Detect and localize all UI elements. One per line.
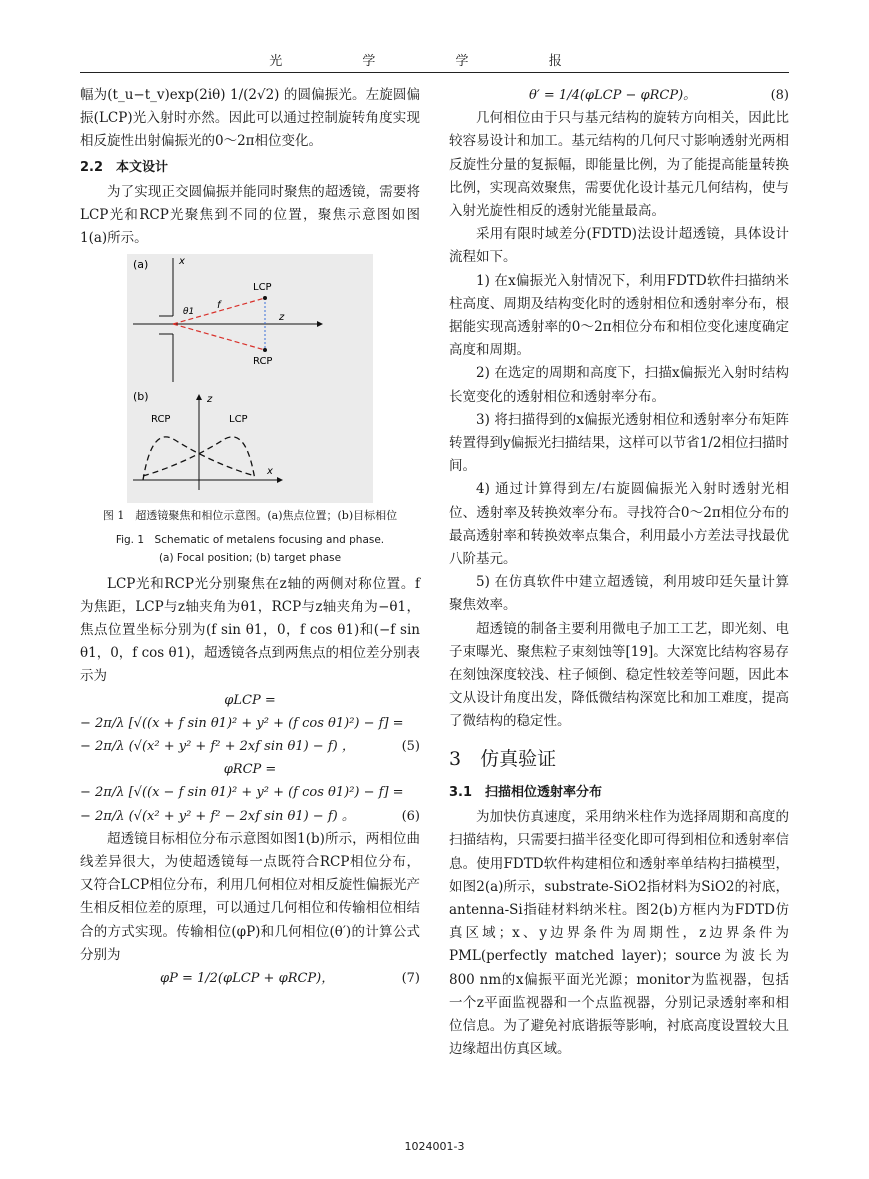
fig-a-lcp-label: LCP [253, 282, 272, 294]
equation-6-line1 [80, 781, 420, 804]
equation-5-line2 [80, 735, 420, 758]
eq8-number: (8) [770, 88, 789, 103]
fig-a-lcp-point [263, 296, 267, 300]
fig-label-a: (a) [133, 258, 149, 272]
fig-a-f-label: f [217, 300, 221, 312]
eq7-number: (7) [401, 971, 420, 987]
eq7-body: φP = 1/2(φLCP + φRCP)， [160, 971, 335, 987]
section-3-heading: 3 仿真验证 [449, 747, 557, 770]
right-column [449, 84, 789, 1061]
eq8-body: θ′ = 1/4(φLCP − φRCP)。 [529, 88, 697, 103]
fig-a-rcp-label: RCP [253, 356, 273, 368]
figure-1-caption-en-1: Fig. 1 Schematic of metalens focusing and phase. [115, 533, 385, 546]
equation-8 [449, 84, 789, 107]
eq5-number: (5) [401, 739, 420, 755]
equation-7 [80, 967, 420, 990]
fig-a-x-label: x [179, 256, 185, 268]
figure-1-caption-en-2: (a) Focal position; (b) target phase [158, 551, 342, 564]
eq6-line2: − 2π/λ (√(x² + y² + f² − 2xf sin θ1) − f) 。 [80, 808, 355, 824]
figure-1-caption-cn: 图 1 超透镜聚焦和相位示意图。(a)焦点位置；(b)目标相位 [102, 508, 398, 522]
left-column [80, 84, 420, 990]
figure-1 [127, 254, 373, 502]
step-5: 5) 在仿真软件中建立超透镜，利用坡印廷矢量计算聚焦效率。 [449, 574, 789, 614]
fig-b-rcp-label: RCP [151, 414, 171, 426]
paragraph-target: 超透镜目标相位分布示意图如图1(b)所示，两相位曲线差异很大，为使超透镜每一点既符合RCP相位分布，又符合LCP相位分布，利用几何相位对相反旋性偏振光产生相反相位差的原理，可以通过几何相位和传输相位相结合的方式实现。传输相位(φP)和几何相位(θ′)的计算公式分别为 [80, 830, 420, 963]
equation-6-lhs [80, 758, 420, 781]
journal-header: 光 学 学 报 [80, 50, 789, 73]
eq6-lhs: φRCP = [223, 762, 277, 778]
fig-a-z-label: z [279, 312, 285, 324]
fig-b-x-arrow [277, 477, 283, 483]
eq6-number: (6) [401, 808, 420, 824]
eq5-line1: − 2π/λ [√((x + f sin θ1)² + y² + (f cos θ1)²) − f] = [80, 715, 404, 731]
eq5-lhs: φLCP = [224, 692, 276, 708]
fig-label-b: (b) [133, 390, 149, 404]
eq6-line1: − 2π/λ [√((x − f sin θ1)² + y² + (f cos θ1)²) − f] = [80, 785, 404, 801]
fig-a-z-arrow [317, 321, 323, 327]
equation-5-lhs [80, 689, 420, 712]
fig-b-z-label: z [207, 394, 213, 406]
fig-b-phase-arrow [196, 394, 202, 400]
eq5-line2: − 2π/λ (√(x² + y² + f² + 2xf sin θ1) − f) ， [80, 739, 355, 755]
fig-a-rcp-point [263, 348, 267, 352]
paragraph-fdtd: 采用有限时域差分(FDTD)法设计超透镜，具体设计流程如下。 [449, 226, 789, 266]
equation-5-line1 [80, 712, 420, 735]
section-3-1-heading: 3.1 扫描相位透射率分布 [449, 784, 603, 800]
page-number: 1024001-3 [404, 1140, 465, 1153]
equation-6-line2 [80, 805, 420, 828]
step-4: 4) 通过计算得到左/右旋圆偏振光入射时透射光相位、透射率及转换效率分布。寻找符合0～2π相位分布的最高透射率和转换效率点集合，利用最小方差法寻找最优八阶基元。 [449, 481, 789, 568]
paragraph-focus: LCP光和RCP光分别聚焦在z轴的两侧对称位置。f为焦距，LCP与z轴夹角为θ1，RCP与z轴夹角为−θ1，焦点位置坐标分别为(f sin θ1，0，f cos θ1)和(−f sin θ1，0，f cos θ1)，超透镜各点到两焦点的相位差分别表示为 [80, 575, 420, 685]
fig-a-theta-label: θ1 [183, 307, 195, 318]
paragraph-intro: 幅为(t_u−t_v)exp(2iθ) 1/(2√2) 的圆偏振光。左旋圆偏振(LCP)光入射时亦然。因此可以通过控制旋转角度实现相反旋性出射偏振光的0～2π相位变化。 [80, 87, 420, 150]
paragraph-design: 为了实现正交圆偏振并能同时聚焦的超透镜，需要将LCP光和RCP光聚焦到不同的位置，聚焦示意图如图1(a)所示。 [80, 183, 420, 247]
step-2: 2) 在选定的周期和高度下，扫描x偏振光入射时结构长宽变化的透射相位和透射率分布。 [449, 365, 789, 405]
paragraph-fabrication: 超透镜的制备主要利用微电子加工工艺，即光刻、电子束曝光、聚焦粒子束刻蚀等[19]。大深宽比结构容易存在刻蚀深度较浅、柱子倾倒、稳定性较差等问题，因此本文从设计角度出发，降低微结构深宽比和加工难度，提高了微结构的稳定性。 [449, 620, 789, 730]
section-2-2-heading: 2.2 本文设计 [80, 159, 169, 175]
paragraph-simulation: 为加快仿真速度，采用纳米柱作为选择周期和高度的扫描结构，只需要扫描半径变化即可得到相位和透射率信息。使用FDTD软件构建相位和透射率单结构扫描模型，如图2(a)所示，substrate-SiO2指材料为SiO2的衬底，antenna-Si指硅材料纳米柱。图2(b)方框内为FDTD仿真区域；x、y边界条件为周期性，z边界条件为PML(perfectly matched layer)；source为波长为800 nm的x偏振平面光光源；monitor为监视器，包括一个z平面监视器和一个点监视器，分别记录透射率和相位信息。为了避免衬底谐振等影响，衬底高度设置较大且边缘超出仿真区域。 [449, 809, 789, 1058]
step-1: 1) 在x偏振光入射情况下，利用FDTD软件扫描纳米柱高度、周期及结构变化时的透射相位和透射率分布，根据能实现高透射率的0～2π相位分布和相位变化速度确定高度和周期。 [449, 272, 789, 359]
step-3: 3) 将扫描得到的x偏振光透射相位和透射率分布矩阵转置得到y偏振光扫描结果，这样可以节省1/2相位扫描时间。 [449, 411, 789, 475]
figure-1-diagram [127, 254, 373, 494]
fig-b-lcp-label: LCP [229, 414, 248, 426]
fig-b-x-label: x [267, 466, 273, 478]
fig-a-rcp-ray [173, 324, 265, 350]
paragraph-geometric-phase: 几何相位由于只与基元结构的旋转方向相关，因此比较容易设计和加工。基元结构的几何尺寸影响透射光两相反旋性分量的复振幅，即能量比例，为了能提高能量转换比例，实现高效聚焦，需要优化设计基元几何结构，使与入射光旋性相反的透射光能量最高。 [449, 110, 789, 220]
